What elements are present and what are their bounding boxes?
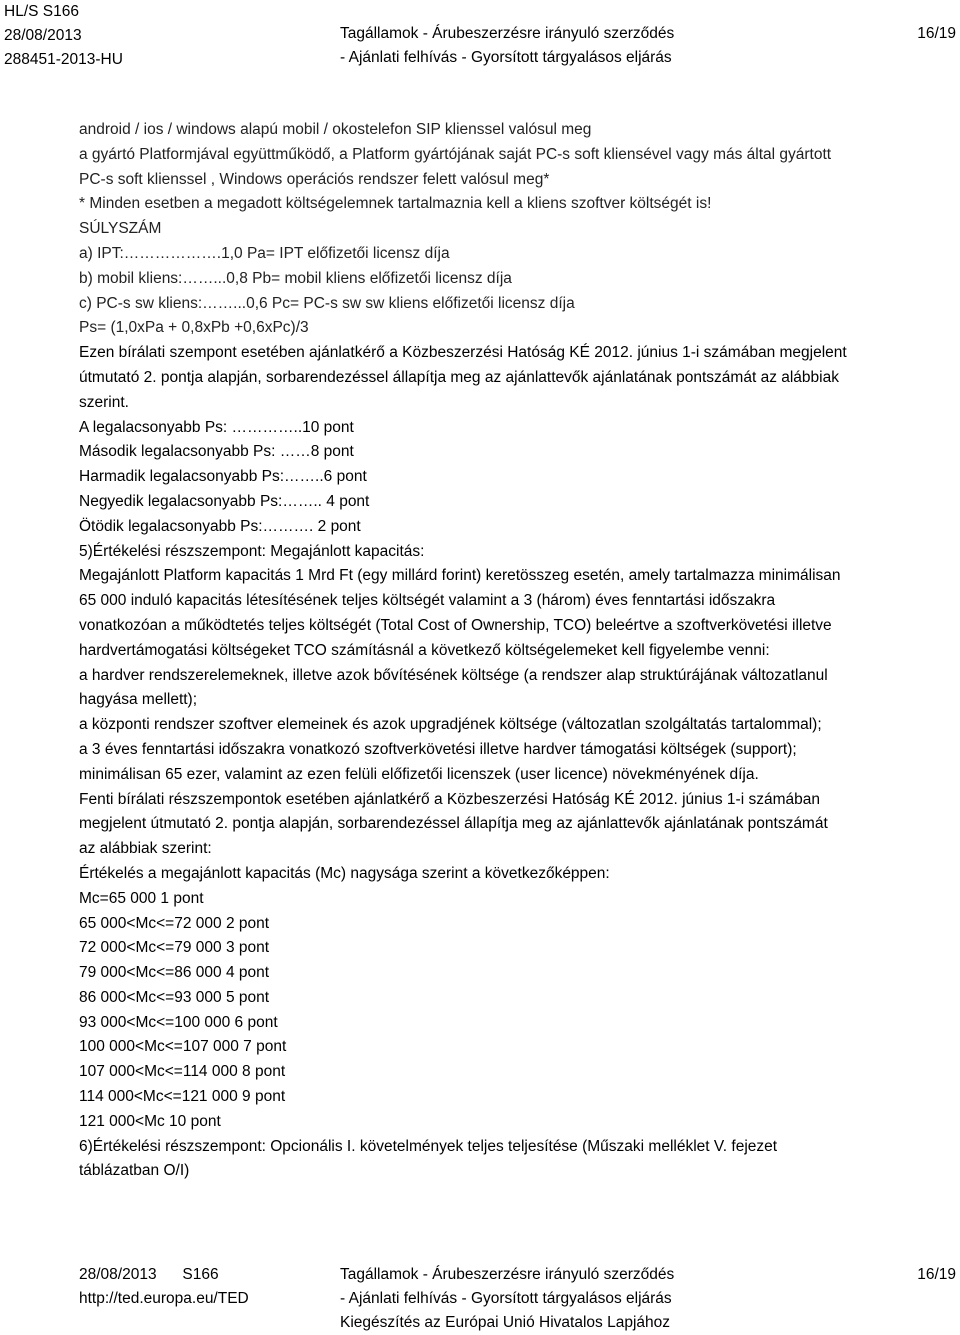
footer-series: S166 [182,1266,219,1283]
footer-url[interactable]: http://ted.europa.eu/TED [79,1290,249,1307]
body-line: * Minden esetben a megadott költségelemnek tartalmaznia kell a kliens szoftver költségét is! [79,195,712,213]
body-line: hardvertámogatási költségeket TCO számításnál a következő költségelemeket kell figyelembe venni: [79,641,770,659]
body-line: 114 000<Mc<=121 000 9 pont [79,1088,286,1106]
body-line: 107 000<Mc<=114 000 8 pont [79,1063,286,1081]
header-notice-id: 288451-2013-HU [4,51,123,68]
body-line: 100 000<Mc<=107 000 7 pont [79,1038,287,1056]
body-line: a központi rendszer szoftver elemeinek és azok upgradjének költsége (változatlan szolgáltatás tartalommal); [79,716,822,734]
header-date: 28/08/2013 [4,27,82,44]
body-line: android / ios / windows alapú mobil / okostelefon SIP klienssel valósul meg [79,121,592,138]
header-title-line2: - Ajánlati felhívás - Gyorsított tárgyalásos eljárás [340,49,672,66]
body-line: vonatkozóan a működtetés teljes költségét (Total Cost of Ownership, TCO) beleértve a szoftverkövetési illetve [79,616,832,634]
footer-page-number: 16/19 [917,1266,956,1283]
body-line: táblázatban O/I) [79,1162,190,1180]
header-title-line1: Tagállamok - Árubeszerzésre irányuló szerződés [340,25,675,42]
header-left [4,0,123,72]
body-line: Negyedik legalacsonyabb Ps:…….. 4 pont [79,492,370,510]
body-line: 5)Értékelési részszempont: Megajánlott kapacitás: [79,542,425,560]
body-line: 79 000<Mc<=86 000 4 pont [79,964,270,982]
header-center [340,22,740,70]
footer-date-series [79,1263,219,1287]
footer-title-line2: - Ajánlati felhívás - Gyorsított tárgyalásos eljárás [340,1290,672,1307]
body-line: 121 000<Mc 10 pont [79,1112,221,1130]
document-body [79,118,955,1184]
body-line: megjelent útmutató 2. pontja alapján, sorbarendezéssel állapítja meg az ajánlattevők ajánlatának pontszámát [79,815,828,833]
footer-title-line3: Kiegészítés az Európai Unió Hivatalos Lapjához [340,1314,670,1331]
body-line: Ps= (1,0xPa + 0,8xPb +0,6xPc)/3 [79,319,309,337]
body-line: 65 000 induló kapacitás létesítésének teljes költségét valamint a 3 (három) éves fenntartási időszakra [79,592,776,610]
body-line: Megajánlott Platform kapacitás 1 Mrd Ft (egy millárd forint) keretösszeg esetén, amely tartalmazza minimálisan [79,567,841,585]
body-line: A legalacsonyabb Ps: …………..10 pont [79,418,354,436]
body-line: minimálisan 65 ezer, valamint az ezen felüli előfizetői licenszek (user licence) növekményének díja. [79,765,759,783]
body-line: 86 000<Mc<=93 000 5 pont [79,988,270,1006]
body-line: szerint. [79,393,129,411]
body-line: Ötödik legalacsonyabb Ps:………. 2 pont [79,517,361,535]
body-line: a hardver rendszerelemeknek, illetve azok bővítésének költsége (a rendszer alap struktúrájának változatlanul [79,666,828,684]
body-line: a 3 éves fenntartási időszakra vonatkozó szoftverkövetési illetve hardver támogatási költségek (support); [79,740,797,758]
body-line: 6)Értékelési részszempont: Opcionális I. követelmények teljes teljesítése (Műszaki melléklet V. fejezet [79,1137,778,1155]
footer-date: 28/08/2013 [79,1266,157,1283]
footer-title-line1: Tagállamok - Árubeszerzésre irányuló szerződés [340,1266,675,1283]
body-line: a) IPT:……………….1,0 Pa= IPT előfizetői licensz díja [79,244,450,262]
body-line: útmutató 2. pontja alapján, sorbarendezéssel állapítja meg az ajánlattevők ajánlatának pontszámát az alábbiak [79,368,839,386]
body-line: az alábbiak szerint: [79,840,212,858]
body-line: PC-s soft klienssel , Windows operációs rendszer felett valósul meg* [79,170,550,188]
body-line: 65 000<Mc<=72 000 2 pont [79,914,270,932]
body-line: Fenti bírálati részszempontok esetében ajánlatkérő a Közbeszerzési Hatóság KÉ 2012. június 1-i számában [79,790,820,808]
body-line: SÚLYSZÁM [79,220,162,238]
body-line: c) PC-s sw kliens:……...0,6 Pc= PC-s sw sw kliens előfizetői licensz díja [79,294,575,312]
body-line: Második legalacsonyabb Ps: ……8 pont [79,443,354,461]
body-line: Mc=65 000 1 pont [79,889,204,907]
body-line: Ezen bírálati szempont esetében ajánlatkérő a Közbeszerzési Hatóság KÉ 2012. június 1-i számában megjelent [79,344,847,362]
body-line: a gyártó Platformjával együttműködő, a Platform gyártójának saját PC-s soft kliensével vagy más által gyártott [79,145,832,163]
body-line: b) mobil kliens:……...0,8 Pb= mobil kliens előfizetői licensz díja [79,269,512,287]
body-line: Harmadik legalacsonyabb Ps:……..6 pont [79,468,367,486]
body-line: 72 000<Mc<=79 000 3 pont [79,939,270,957]
body-line: Értékelés a megajánlott kapacitás (Mc) nagysága szerint a következőképpen: [79,864,610,882]
header-page-number: 16/19 [917,25,956,42]
body-line: 93 000<Mc<=100 000 6 pont [79,1013,278,1031]
body-line: hagyása mellett); [79,691,198,709]
header-series: HL/S S166 [4,3,79,20]
footer-center [340,1263,674,1335]
